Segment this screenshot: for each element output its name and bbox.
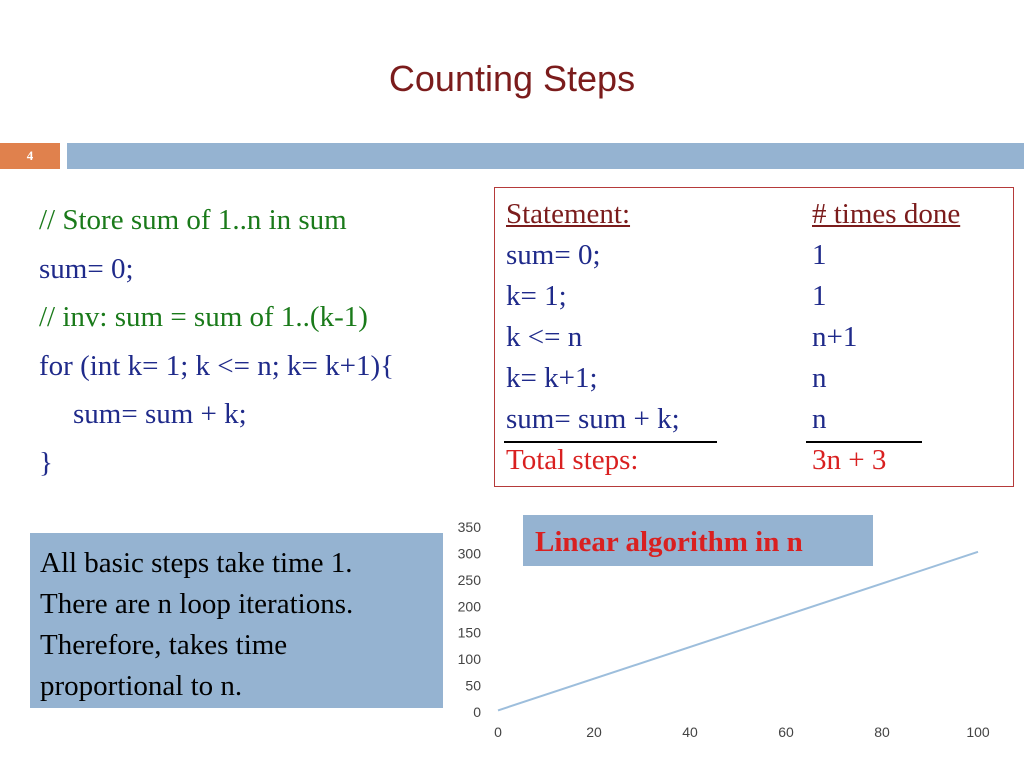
times-cell: 1 (812, 280, 827, 312)
code-line: for (int k= 1; k <= n; k= k+1){ (39, 349, 395, 382)
code-line: sum= 0; (39, 252, 134, 285)
y-tick-label: 300 (457, 545, 481, 562)
y-tick-label: 0 (473, 704, 481, 720)
code-block (39, 196, 489, 487)
table-row (495, 280, 1013, 321)
code-line: } (39, 446, 53, 479)
times-cell: n+1 (812, 321, 858, 353)
table-row (495, 403, 1013, 444)
times-cell: 1 (812, 239, 827, 271)
y-tick-label: 200 (457, 598, 481, 615)
explanation-line: proportional to n. (40, 670, 243, 702)
code-line: // inv: sum = sum of 1..(k-1) (39, 301, 368, 333)
x-tick-label: 100 (966, 724, 990, 740)
x-tick-label: 80 (874, 724, 890, 740)
statement-cell: k= 1; (506, 280, 567, 312)
times-cell: n (812, 362, 827, 394)
explanation-line: There are n loop iterations. (40, 588, 354, 620)
statement-cell: k= k+1; (506, 362, 598, 394)
statement-table (494, 187, 1014, 487)
times-header: # times done (812, 198, 961, 230)
table-row (495, 321, 1013, 362)
total-label: Total steps: (506, 444, 639, 476)
table-header (495, 198, 1013, 239)
slide-number: 4 (0, 143, 60, 169)
y-tick-label: 100 (457, 651, 481, 668)
slide-title: Counting Steps (388, 58, 636, 99)
sum-rule-left (504, 441, 717, 443)
times-cell: n (812, 403, 827, 435)
sum-rule-right (806, 441, 922, 443)
y-tick-label: 50 (465, 677, 481, 694)
header-bar (67, 143, 1024, 169)
x-tick-label: 60 (778, 724, 794, 740)
explanation-line: All basic steps take time 1. (40, 547, 353, 579)
statement-cell: sum= sum + k; (506, 403, 680, 435)
statement-header: Statement: (506, 198, 631, 230)
explanation-line: Therefore, takes time (40, 629, 288, 661)
statement-cell: sum= 0; (506, 239, 601, 271)
total-value: 3n + 3 (812, 444, 887, 476)
table-total-row (495, 444, 1013, 485)
statement-cell: k <= n (506, 321, 583, 353)
table-row (495, 362, 1013, 403)
y-axis-ticks (458, 519, 482, 720)
x-tick-label: 40 (682, 724, 698, 740)
x-axis-ticks (494, 724, 990, 740)
x-tick-label: 20 (586, 724, 602, 740)
linear-callout: Linear algorithm in n (523, 515, 873, 566)
series-line (498, 552, 978, 711)
y-tick-label: 150 (457, 624, 481, 641)
table-row (495, 239, 1013, 280)
explanation-box (30, 533, 443, 708)
code-line: // Store sum of 1..n in sum (39, 204, 347, 236)
x-tick-label: 0 (494, 724, 502, 740)
y-tick-label: 250 (457, 571, 481, 588)
code-line: sum= sum + k; (73, 398, 247, 430)
y-tick-label: 350 (457, 519, 481, 535)
